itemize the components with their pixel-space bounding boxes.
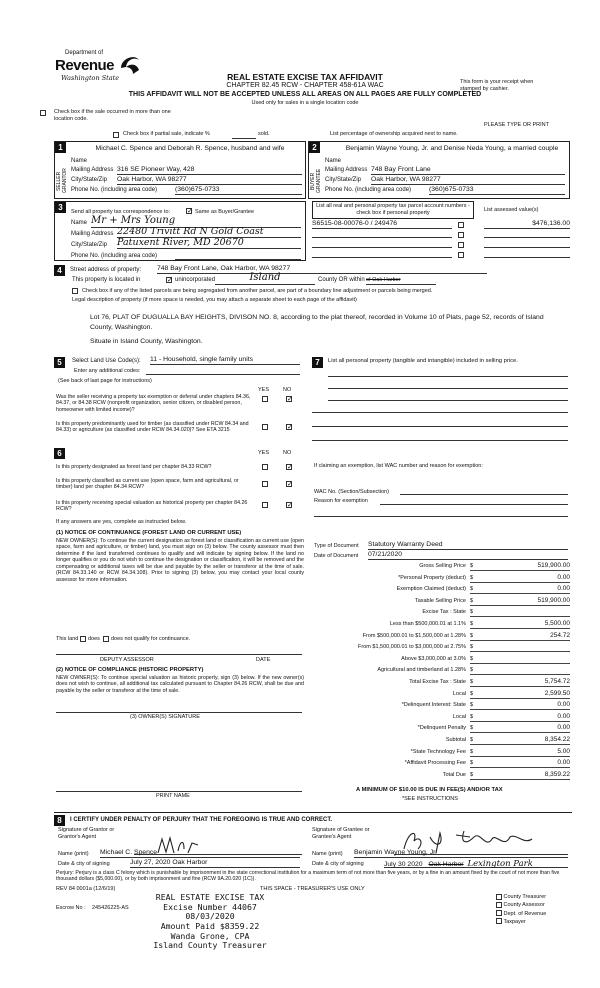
s6-q3-yes-checkbox[interactable]	[262, 502, 268, 508]
unincorporated-label: unincorporated	[175, 277, 216, 283]
see-back-label: (See back of last page for instructions)	[58, 378, 152, 384]
grantor-name[interactable]: Michael C. Spence	[100, 849, 300, 858]
reason-field[interactable]	[380, 504, 568, 505]
tax-row	[312, 562, 592, 572]
section-1-number: 1	[55, 142, 66, 153]
reason-label: Reason for exemption	[314, 498, 368, 504]
tax-row-value[interactable]: 8,359.22	[470, 771, 570, 780]
partial-sale-percent-field[interactable]	[232, 138, 256, 139]
dollar-sign: $	[470, 713, 474, 720]
grantee-date-line[interactable]	[384, 859, 568, 868]
buyer-city[interactable]: Oak Harbor, WA 98277	[371, 176, 565, 185]
dollar-sign: $	[470, 621, 474, 627]
print-name-label: PRINT NAME	[156, 793, 190, 799]
county-field[interactable]: Island	[215, 272, 315, 285]
same-as-buyer-label: Same as Buyer/Grantee	[195, 209, 255, 215]
dollar-sign: $	[470, 563, 474, 569]
assessed-4-field[interactable]	[484, 257, 570, 258]
land-does-not-label: does not qualify for continuance.	[111, 636, 191, 642]
seller-side-label: SELLER GRANTOR	[56, 168, 68, 194]
parcel-list-header: List all real and personal property tax parcel account numbers - check box if personal property	[312, 201, 474, 219]
parcel-4-personal-checkbox[interactable]	[458, 252, 464, 258]
reason-field-2[interactable]	[314, 516, 568, 517]
s5-no-header: NO	[283, 387, 292, 393]
doc-date[interactable]: 07/21/2020	[368, 551, 568, 560]
tax-row	[312, 597, 592, 607]
s6-question-2: Is this property classified as current use (open space, farm and agricultural, or timber) land per chapter 84.34 RCW?	[56, 478, 239, 491]
tax-row	[312, 643, 592, 653]
tax-row	[312, 724, 592, 734]
stamp-line-4: Amount Paid $8359.22	[160, 921, 260, 932]
parcel-1-personal-checkbox[interactable]	[458, 222, 464, 228]
s6-q1-no-checkbox[interactable]	[286, 464, 292, 470]
tax-row-label: *Affidavit Processing Fee	[404, 760, 466, 767]
send-correspondence-label: Send all property tax correspondence to:	[71, 209, 171, 215]
additional-codes-field[interactable]	[146, 374, 300, 375]
same-as-buyer-checkbox[interactable]	[186, 208, 192, 214]
personal-property-line-3[interactable]	[328, 400, 568, 401]
buyer-mailing-label: Mailing Address	[325, 167, 368, 173]
revenue-wordmark: Revenue	[55, 57, 115, 74]
assessed-value[interactable]: $476,136.00	[484, 220, 570, 229]
certify-statement: I CERTIFY UNDER PENALTY OF PERJURY THAT THE FOREGOING IS TRUE AND CORRECT.	[70, 817, 333, 823]
tax-city[interactable]: Patuxent River, MD 20670	[117, 237, 301, 249]
wac-label: WAC No. (Section/Subsection)	[314, 489, 389, 495]
multi-location-checkbox[interactable]	[40, 110, 46, 116]
section-5-number: 5	[54, 357, 65, 368]
stamp-line-6: Island County Treasurer	[153, 940, 267, 951]
tax-row-label: Total Excise Tax : State	[409, 679, 466, 685]
city-struck[interactable]	[366, 277, 436, 285]
copy-taxpayer-label: Taxpayer	[503, 918, 526, 925]
buyer-mailing[interactable]: 748 Bay Front Lane	[371, 166, 565, 175]
seller-name-label: Name	[71, 158, 88, 164]
tax-row-label: Subtotal	[445, 737, 466, 743]
tax-row-value[interactable]: 5,500.00	[470, 620, 570, 629]
section-8-number: 8	[54, 815, 65, 826]
section-3-number: 3	[55, 202, 66, 213]
tax-row	[312, 771, 592, 781]
personal-property-line-1[interactable]	[328, 376, 568, 377]
parcel-2-personal-checkbox[interactable]	[458, 232, 464, 238]
tax-row-label: Gross Selling Price	[419, 563, 466, 569]
minimum-due-note: A MINIMUM OF $10.00 IS DUE IN FEE(S) AND/OR TAX	[356, 787, 503, 793]
land-use-label: Select Land Use Code(s):	[72, 358, 141, 364]
copy-assessor-checkbox[interactable]	[496, 902, 502, 908]
deputy-assessor-line[interactable]	[56, 654, 302, 655]
tax-row	[312, 620, 592, 630]
copy-treasurer-checkbox[interactable]	[496, 894, 502, 900]
grantee-date: July 30 2020	[384, 861, 423, 868]
tax-row-label: Local	[452, 690, 466, 697]
parcel-3-personal-checkbox[interactable]	[458, 242, 464, 248]
doc-type-label: Type of Document	[314, 543, 359, 549]
tax-row-value[interactable]	[470, 655, 570, 664]
buyer-phone[interactable]: (360)675-0733	[429, 186, 565, 195]
tax-row-label: Local	[452, 713, 466, 720]
if-yes-note: If any answers are yes, complete as instructed below.	[56, 519, 187, 525]
revenue-logo-icon	[117, 54, 143, 76]
tax-row-value[interactable]: 0.00	[470, 724, 570, 733]
tax-row-label: *State Technology Fee	[410, 748, 466, 755]
buyer-section	[308, 141, 570, 199]
land-does-checkbox[interactable]	[80, 636, 86, 642]
city-struck-text: of Oak Harbor	[366, 277, 401, 283]
additional-codes-label: Enter any additional codes:	[74, 368, 141, 374]
s6-question-1: Is this property designated as forest land per chapter 84.33 RCW?	[56, 464, 212, 470]
street-address[interactable]: 748 Bay Front Lane, Oak Harbor, WA 98277	[157, 265, 487, 274]
copy-dor-checkbox[interactable]	[496, 910, 502, 916]
grantee-date-label: Date & city of signing	[312, 861, 364, 867]
grantee-sig-label: Signature of Grantee or Grantee's Agent	[312, 827, 370, 840]
tax-row-label: From $1,500,000.01 to $3,000,000 at 2.75%	[358, 644, 466, 651]
tax-row-value[interactable]	[470, 666, 570, 675]
seller-mailing[interactable]: 316 SE Pioneer Way, 428	[117, 166, 302, 175]
tax-row-label: Exemption Claimed (deduct)	[396, 586, 466, 593]
escrow-label: Escrow No :	[56, 905, 86, 911]
parcel-4-field[interactable]	[312, 257, 452, 258]
tax-row-label: Total Due	[442, 771, 466, 778]
seller-city-label: City/State/Zip	[71, 177, 108, 183]
assessed-2-field[interactable]	[484, 237, 570, 238]
notice-compliance-body: NEW OWNER(S): To continue special valuation as historic property, sign (3) below. If the new owner(s) does not wish to continue, all additional tax calculated pursuant to Chapter 84.26 RCW, shall be due and payable by the seller or transferor at the time of sale.	[56, 675, 304, 694]
assessed-header: List assessed value(s)	[484, 207, 539, 213]
print-name-line[interactable]	[56, 791, 302, 792]
section-4-number: 4	[54, 265, 65, 276]
exemption-label: If claiming an exemption, list WAC number and reason for exemption:	[314, 463, 483, 469]
wac-field[interactable]	[400, 494, 568, 495]
seller-name[interactable]: Michael C. Spence and Deborah R. Spence, husband and wife	[95, 145, 285, 152]
notice-continuance-title: (1) NOTICE OF CONTINUANCE (FOREST LAND OR CURRENT USE)	[56, 530, 242, 536]
personal-property-label: List all personal property (tangible and intangible) included in selling price.	[328, 358, 518, 364]
grantor-name-label: Name (print)	[58, 851, 89, 857]
dollar-sign: $	[470, 760, 474, 767]
parcel-list-area	[308, 201, 570, 261]
tax-phone-label: Phone No. (including area code)	[71, 253, 158, 259]
tax-row-label: *Delinquent Penalty	[417, 725, 466, 732]
tax-row-label: Excise Tax : State	[422, 609, 466, 616]
dollar-sign: $	[470, 667, 474, 674]
tax-row-value[interactable]: 8,354.22	[470, 736, 570, 745]
deputy-assessor-label: DEPUTY ASSESSOR	[100, 657, 154, 663]
tax-row-label: Above $3,000,000 at 3.0%	[401, 655, 466, 662]
dollar-sign: $	[470, 586, 474, 593]
escrow-number: 245426225-AS	[92, 905, 129, 911]
receipt-note: This form is your receipt when stamped by cashier.	[460, 79, 534, 92]
owner-signature-line[interactable]	[56, 712, 302, 713]
s5-q2-yes-checkbox[interactable]	[262, 424, 268, 430]
tax-row	[312, 574, 592, 584]
legal-desc-label: Legal description of property (if more space is needed, you may attach a separate sheet to each page of the affidavit)	[72, 297, 357, 303]
grantor-date-label: Date & city of signing	[58, 861, 110, 867]
tax-city-label: City/State/Zip	[71, 242, 108, 248]
dollar-sign: $	[470, 690, 474, 697]
tax-row	[312, 701, 592, 711]
tax-row-label: From $500,000.01 to $1,500,000 at 1.28%	[362, 632, 466, 639]
land-does-label: does	[88, 636, 100, 642]
street-label: Street address of property:	[70, 267, 142, 273]
tax-row-value[interactable]: 5.00	[470, 748, 570, 757]
segregated-checkbox[interactable]	[72, 288, 78, 294]
unincorporated-checkbox[interactable]	[166, 277, 172, 283]
this-land-label: This land	[56, 636, 79, 642]
tax-row	[312, 608, 592, 618]
s5-question-1: Was the seller receiving a property tax exemption or deferral under chapters 84.36, 84.37, or 84.38 RCW (nonprofit organization, senior citizen, or disabled person, homeowner with limited income)?	[56, 394, 251, 413]
buyer-side-label: BUYER GRANTEE	[310, 168, 322, 194]
tax-row-value[interactable]: 254.72	[470, 632, 570, 641]
s6-q3-no-checkbox[interactable]	[286, 502, 292, 508]
s6-no-header: NO	[283, 450, 292, 456]
section-8	[54, 812, 572, 868]
grantee-city-struck: Oak Harbor	[428, 861, 464, 868]
grantor-sig-label: Signature of Grantor or Grantor's Agent	[58, 827, 115, 840]
personal-property-line-2[interactable]	[328, 388, 568, 389]
parcel-2-field[interactable]	[312, 237, 452, 238]
dollar-sign: $	[470, 702, 474, 709]
assessed-3-field[interactable]	[484, 247, 570, 248]
copy-assessor-label: County Assessor	[503, 902, 545, 909]
located-label: This property is located in	[72, 277, 141, 283]
dollar-sign: $	[470, 748, 474, 755]
tax-row	[312, 690, 592, 700]
tax-phone[interactable]	[175, 259, 301, 260]
tax-row-label: *Delinquent Interest: State	[401, 702, 466, 709]
tax-row	[312, 678, 592, 688]
s5-question-2: Is this property predominantly used for timber (as classified under RCW 84.34 and 84.33) or agriculture (as classified under RCW 84.34.020)? See ETA 3215	[56, 421, 249, 434]
notice-continuance-body: NEW OWNER(S): To continue the current designation as forest land or classification as current use (open space, farm and agriculture, or timber) land, you must sign on (3) below. The county assessor must then determine if the land transferred continues to qualify and will indicate by signing below. If the land no longer qualifies or you do not wish to continue the designation or classification, it will be removed and the compensating or additional taxes will be due and payable by the seller or transferor at the time of sale. (RCW 84.33.140 or RCW 84.34.108). Prior to signing (3) below, you may contact your local county assessor for more information.	[56, 538, 304, 583]
seller-city[interactable]: Oak Harbor, WA 98277	[117, 176, 302, 185]
copy-taxpayer	[496, 918, 546, 926]
tax-row	[312, 736, 592, 746]
tax-row-label: Agricultural and timberland at 1.28%	[377, 667, 466, 674]
tax-row	[312, 655, 592, 665]
perjury-note: Perjury: Perjury is a class C felony which is punishable by imprisonment in the state correctional institution for a maximum term of not more than five years, or by a fine in an amount fixed by the court of not more than five thousand dollars ($5,000.00), or by both imprisonment and fine (RCW 9A.20.020 (1C)).	[56, 870, 560, 883]
s6-q2-yes-checkbox[interactable]	[262, 481, 268, 487]
copy-dor-label: Dept. of Revenue	[503, 910, 547, 917]
s6-q1-yes-checkbox[interactable]	[262, 464, 268, 470]
form-warning: THIS AFFIDAVIT WILL NOT BE ACCEPTED UNLESS ALL AREAS ON ALL PAGES ARE FULLY COMPLETED	[128, 91, 482, 98]
land-use-code[interactable]: 11 - Household, single family units	[150, 356, 300, 365]
copy-dor	[496, 910, 546, 918]
owner-signature-label: (3) OWNER(S) SIGNATURE	[130, 714, 200, 720]
tax-mailing[interactable]: 22480 Trivitt Rd N Gold Coast	[117, 226, 301, 238]
buyer-name-label: Name	[325, 158, 342, 164]
tax-name-label: Name	[71, 220, 88, 226]
s6-yes-header: YES	[258, 450, 270, 456]
segregated-label: Check box if any of the listed parcels are being segregated from another parcel, are part of a boundary line adjustment or parcels being merged.	[82, 288, 433, 294]
seller-mailing-label: Mailing Address	[71, 167, 114, 173]
section-7-number: 7	[312, 357, 323, 368]
buyer-phone-label: Phone No. (including area code)	[325, 187, 412, 193]
grantee-name[interactable]: Benjamin Wayne Young, Jr.	[354, 849, 568, 858]
tax-row-value[interactable]	[470, 643, 570, 652]
tax-mailing-label: Mailing Address	[71, 231, 114, 237]
treasurer-stamp	[150, 893, 270, 951]
county-within-label: County OR within	[318, 277, 365, 283]
section-3	[54, 201, 306, 261]
treasurer-use-label: THIS SPACE - TREASURER'S USE ONLY	[260, 886, 365, 892]
personal-property-line-5[interactable]	[312, 426, 568, 427]
partial-sale-checkbox[interactable]	[113, 132, 119, 138]
section-2-number: 2	[309, 142, 320, 153]
s6-q2-no-checkbox[interactable]	[286, 481, 292, 487]
see-instructions-note: *SEE INSTRUCTIONS	[402, 796, 458, 802]
form-subtitle: CHAPTER 82.45 RCW - CHAPTER 458-61A WAC	[226, 82, 384, 89]
s6-question-3: Is this property receiving special valuation as historical property per chapter 84.26 RCW?	[56, 500, 248, 513]
personal-property-line-6[interactable]	[312, 440, 568, 441]
s5-q1-no-checkbox[interactable]	[286, 396, 292, 402]
tax-row-value[interactable]: 2,599.50	[470, 690, 570, 699]
tax-row-value[interactable]: 519,900.00	[470, 597, 570, 606]
tax-row-value[interactable]: 5,754.72	[470, 678, 570, 687]
copy-distribution	[496, 893, 546, 926]
legal-description: Lot 76, PLAT OF DUGUALLA BAY HEIGHTS, DIVISON NO. 8, according to the plat thereof, recorded in Volume 10 of Plats, page 52, records of Island County, Washington.	[90, 314, 544, 331]
dollar-sign: $	[470, 574, 474, 581]
tax-row-value[interactable]: 0.00	[470, 574, 570, 583]
tax-row-value[interactable]: 0.00	[470, 585, 570, 594]
doc-date-label: Date of Document	[314, 553, 359, 559]
dollar-sign: $	[470, 644, 474, 651]
legal-situate: Situate in Island County, Washington.	[90, 338, 203, 345]
tax-row-value[interactable]: 0.00	[470, 701, 570, 710]
dollar-sign: $	[470, 771, 474, 778]
tax-row	[312, 632, 592, 642]
dollar-sign: $	[470, 609, 474, 616]
tax-row-value[interactable]: 519,900.00	[470, 562, 570, 571]
grantee-city: Lexington Park	[467, 859, 533, 869]
tax-name[interactable]: Mr + Mrs Young	[91, 215, 301, 228]
section-6-number: 6	[54, 448, 65, 459]
tax-row	[312, 585, 592, 595]
dollar-sign: $	[470, 725, 474, 732]
grantee-name-label: Name (print)	[312, 851, 343, 857]
dollar-sign: $	[470, 655, 474, 662]
buyer-city-label: City/State/Zip	[325, 177, 362, 183]
tax-row-value[interactable]: 0.00	[470, 759, 570, 768]
buyer-name[interactable]: Benjamin Wayne Young, Jr. and Denise Neda Young, a married couple	[345, 145, 559, 152]
tax-row-value[interactable]	[470, 608, 570, 617]
personal-property-line-4[interactable]	[312, 412, 568, 413]
s5-q2-no-checkbox[interactable]	[286, 424, 292, 430]
copy-assessor	[496, 901, 546, 909]
seller-phone-label: Phone No. (including area code)	[71, 187, 158, 193]
used-only-note: Used only for sales in a single location code	[251, 100, 359, 106]
seller-phone[interactable]: (360)675-0733	[175, 186, 302, 195]
copy-taxpayer-checkbox[interactable]	[496, 918, 502, 924]
tax-row	[312, 748, 592, 758]
dollar-sign: $	[470, 679, 474, 685]
dor-logo	[55, 50, 155, 90]
tax-row-label: *Personal Property (deduct)	[398, 574, 466, 581]
grantor-date[interactable]: July 27, 2020 Oak Harbor	[130, 859, 300, 868]
parcel-number[interactable]: S6515-08-00076-0 / 249476	[312, 220, 452, 229]
parcel-3-field[interactable]	[312, 247, 452, 248]
tax-row-label: Taxable Selling Price	[414, 597, 466, 604]
deputy-date-label: DATE	[256, 657, 271, 663]
s5-yes-header: YES	[258, 387, 270, 393]
tax-row	[312, 713, 592, 723]
ownership-note: List percentage of ownership acquired next to name.	[330, 131, 458, 137]
stamp-line-5: Wanda Grone, CPA	[170, 930, 250, 941]
dollar-sign: $	[470, 737, 474, 743]
copy-treasurer	[496, 893, 546, 901]
s5-q1-yes-checkbox[interactable]	[262, 396, 268, 402]
copy-treasurer-label: County Treasurer	[503, 894, 547, 900]
stamp-line-3: 08/03/2020	[185, 911, 235, 922]
partial-sale-label: Check box if partial sale, indicate %	[123, 131, 210, 137]
form-title: REAL ESTATE EXCISE TAX AFFIDAVIT	[227, 72, 383, 82]
dept-of-label: Department of	[65, 50, 104, 56]
doc-type[interactable]: Statutory Warranty Deed	[368, 541, 568, 550]
notice-compliance-title: (2) NOTICE OF COMPLIANCE (HISTORIC PROPERTY)	[56, 667, 204, 673]
please-type-label: PLEASE TYPE OR PRINT	[484, 122, 550, 128]
seller-section	[54, 141, 306, 199]
multi-location-label: Check box if the sale occurred in more than one location code.	[54, 109, 171, 122]
stamp-line-1: REAL ESTATE EXCISE TAX	[155, 892, 265, 902]
land-does-not-checkbox[interactable]	[103, 636, 109, 642]
dollar-sign: $	[470, 632, 474, 639]
dollar-sign: $	[470, 597, 474, 604]
tax-row-label: Less than $500,000.01 at 1.1%	[389, 621, 466, 627]
wa-state-label: Washington State	[61, 74, 120, 82]
tax-row	[312, 666, 592, 676]
form-revision: REV 84 0001a (12/6/19)	[56, 886, 116, 892]
tax-row	[312, 759, 592, 769]
stamp-line-2: Excise Number 44067	[163, 901, 257, 912]
tax-row-value[interactable]: 0.00	[470, 713, 570, 722]
sold-label: sold.	[258, 131, 270, 137]
